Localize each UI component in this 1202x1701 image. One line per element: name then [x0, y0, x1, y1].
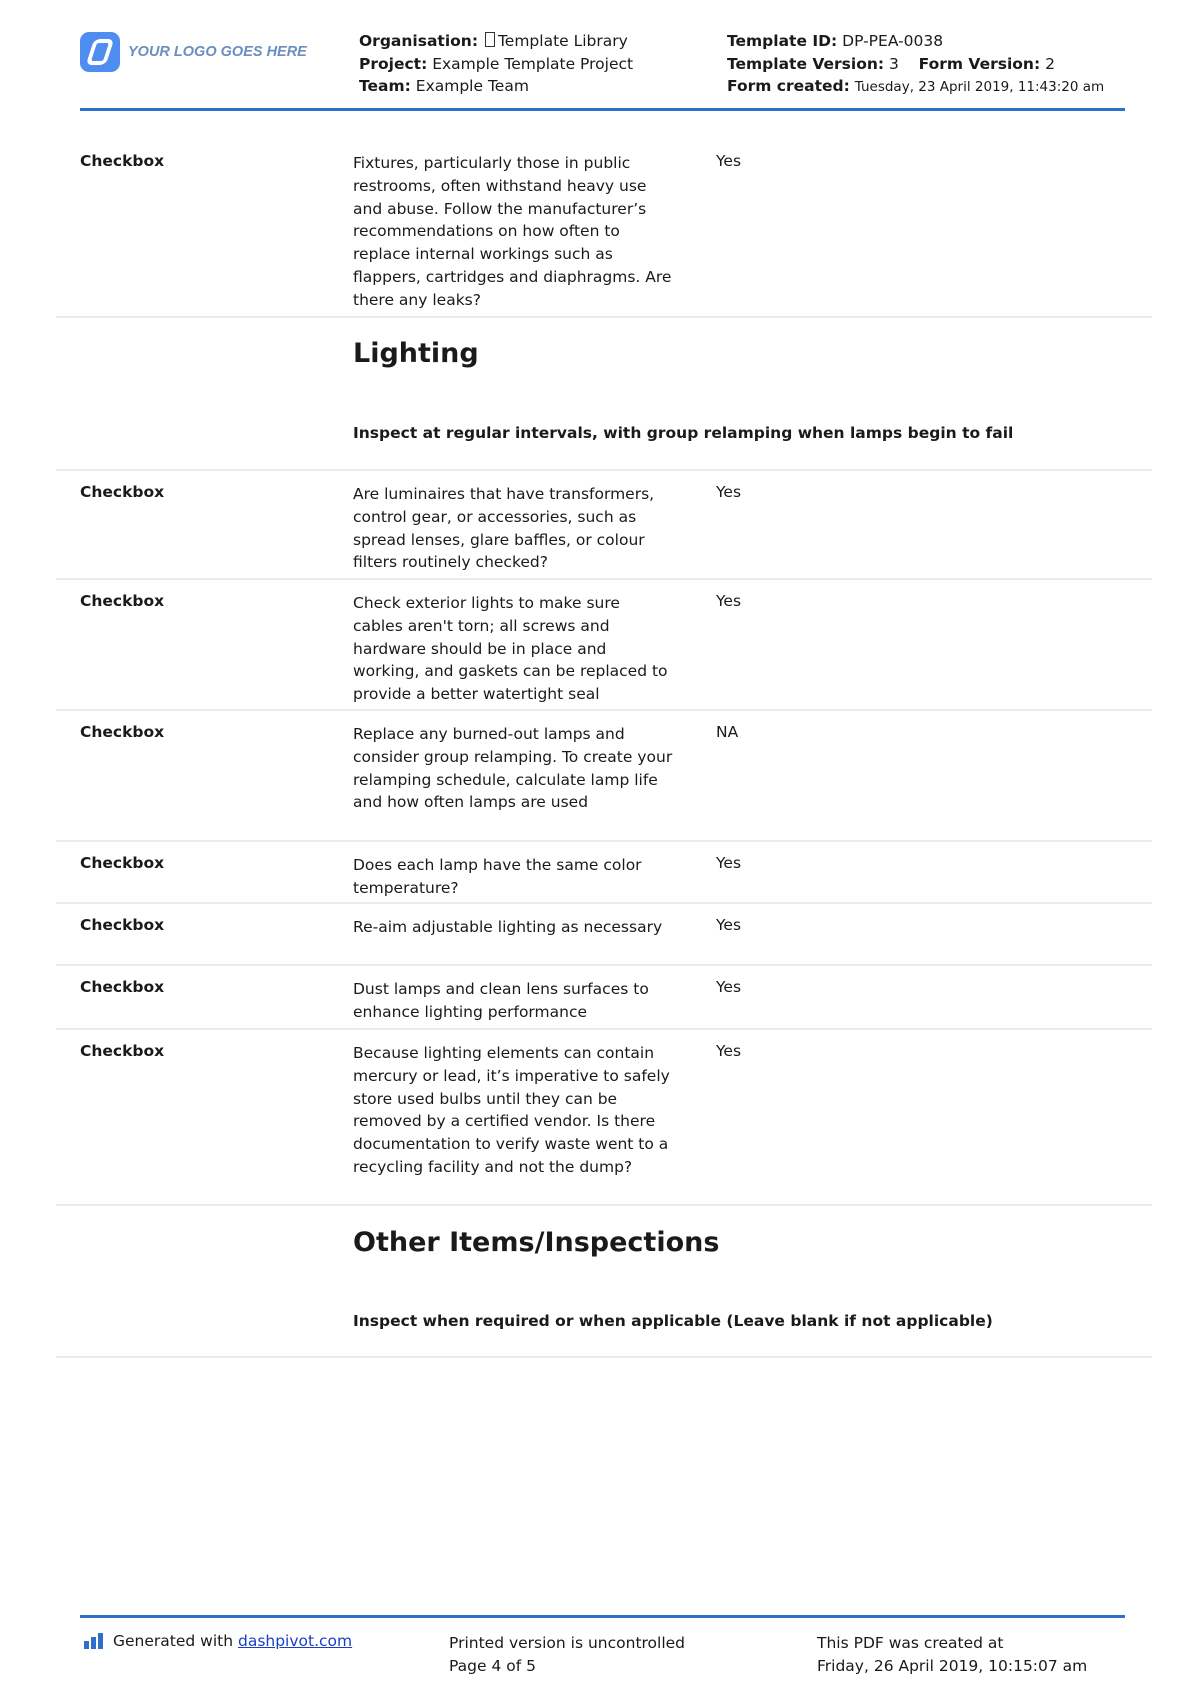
form-version-label: Form Version: [918, 54, 1041, 73]
generated-prefix: Generated with [113, 1632, 234, 1650]
row-question: Fixtures, particularly those in public restrooms, often withstand heavy use and abuse. Follow the manufacturer’s recommendations on how often to replace internal workings such as flappers, cartridges and diaphragms. Are there any leaks? [353, 154, 672, 309]
row-question: Re-aim adjustable lighting as necessary [353, 918, 663, 936]
header-meta-left [359, 30, 633, 98]
template-version-value: 3 [889, 54, 899, 73]
table-row [56, 966, 1152, 1030]
row-question: Does each lamp have the same color temperature? [353, 856, 642, 897]
form-created-value: Tuesday, 23 April 2019, 11:43:20 am [854, 79, 1105, 95]
row-question: Dust lamps and clean lens surfaces to enhance lighting performance [353, 980, 649, 1021]
row-label: Checkbox [80, 483, 165, 501]
section-divider [56, 316, 1152, 471]
template-id-label: Template ID: [727, 32, 838, 50]
square-glyph-icon [485, 32, 495, 47]
section-title-other: Other Items/Inspections [353, 1227, 720, 1258]
table-row [56, 1030, 1152, 1206]
table-row [56, 580, 1152, 711]
created-label: This PDF was created at [817, 1634, 1004, 1652]
row-label: Checkbox [80, 152, 165, 170]
table-row [56, 904, 1152, 966]
template-version-label: Template Version: [727, 54, 885, 73]
dashpivot-link[interactable]: dashpivot.com [237, 1632, 353, 1650]
row-question: Replace any burned-out lamps and consider group relamping. To create your relamping schedule, calculate lamp life and how often lamps are used [353, 725, 673, 812]
created-value: Friday, 26 April 2019, 10:15:07 am [817, 1656, 1088, 1675]
row-answer: Yes [716, 978, 742, 996]
logo [80, 32, 307, 72]
table-row [56, 140, 1152, 318]
table-row [56, 471, 1152, 580]
team-label: Team: [359, 77, 411, 95]
footer-generated [84, 1632, 352, 1650]
row-label: Checkbox [80, 592, 165, 610]
row-label: Checkbox [80, 978, 165, 996]
row-label: Checkbox [80, 1042, 165, 1060]
row-answer: Yes [716, 483, 742, 501]
row-question: Check exterior lights to make sure cables aren't torn; all screws and hardware should be in place and working, and gaskets can be replaced to provide a better watertight seal [353, 594, 668, 704]
logo-text: YOUR LOGO GOES HERE [128, 44, 307, 60]
row-answer: NA [716, 723, 739, 741]
template-id-value: DP-PEA-0038 [842, 32, 944, 50]
footer-created-info [817, 1632, 1087, 1677]
row-label: Checkbox [80, 854, 165, 872]
section-title-lighting: Lighting [353, 338, 479, 369]
bar-chart-icon [84, 1633, 105, 1649]
table-row [56, 842, 1152, 904]
row-answer: Yes [716, 592, 742, 610]
row-label: Checkbox [80, 723, 165, 741]
table-row [56, 711, 1152, 842]
project-label: Project: [359, 54, 428, 73]
row-answer: Yes [716, 1042, 742, 1060]
printed-note: Printed version is uncontrolled [449, 1634, 686, 1652]
document-header [80, 28, 1125, 111]
organisation-value: Template Library [497, 32, 628, 50]
form-created-label: Form created: [727, 77, 850, 95]
team-value: Example Team [415, 77, 529, 95]
row-question: Because lighting elements can contain mercury or lead, it’s imperative to safely store used bulbs until they can be removed by a certified vendor. Is there documentation to verify waste went to a recycling facility and not the dump? [353, 1044, 670, 1176]
page-number: Page 4 of 5 [449, 1656, 536, 1675]
footer-print-info [449, 1632, 685, 1677]
section-subtitle-lighting: Inspect at regular intervals, with group relamping when lamps begin to fail [353, 424, 1014, 442]
form-version-value: 2 [1045, 54, 1055, 73]
header-meta-right [727, 30, 1104, 99]
row-label: Checkbox [80, 916, 165, 934]
row-answer: Yes [716, 854, 742, 872]
logo-icon [80, 32, 120, 72]
project-value: Example Template Project [432, 54, 634, 73]
section-divider [56, 1206, 1152, 1358]
organisation-label: Organisation: [359, 32, 479, 50]
row-answer: Yes [716, 916, 742, 934]
document-footer [80, 1615, 1125, 1675]
row-question: Are luminaires that have transformers, control gear, or accessories, such as spread lenses, glare baffles, or colour filters routinely checked? [353, 485, 655, 572]
row-answer: Yes [716, 152, 742, 170]
section-subtitle-other: Inspect when required or when applicable (Leave blank if not applicable) [353, 1312, 993, 1330]
